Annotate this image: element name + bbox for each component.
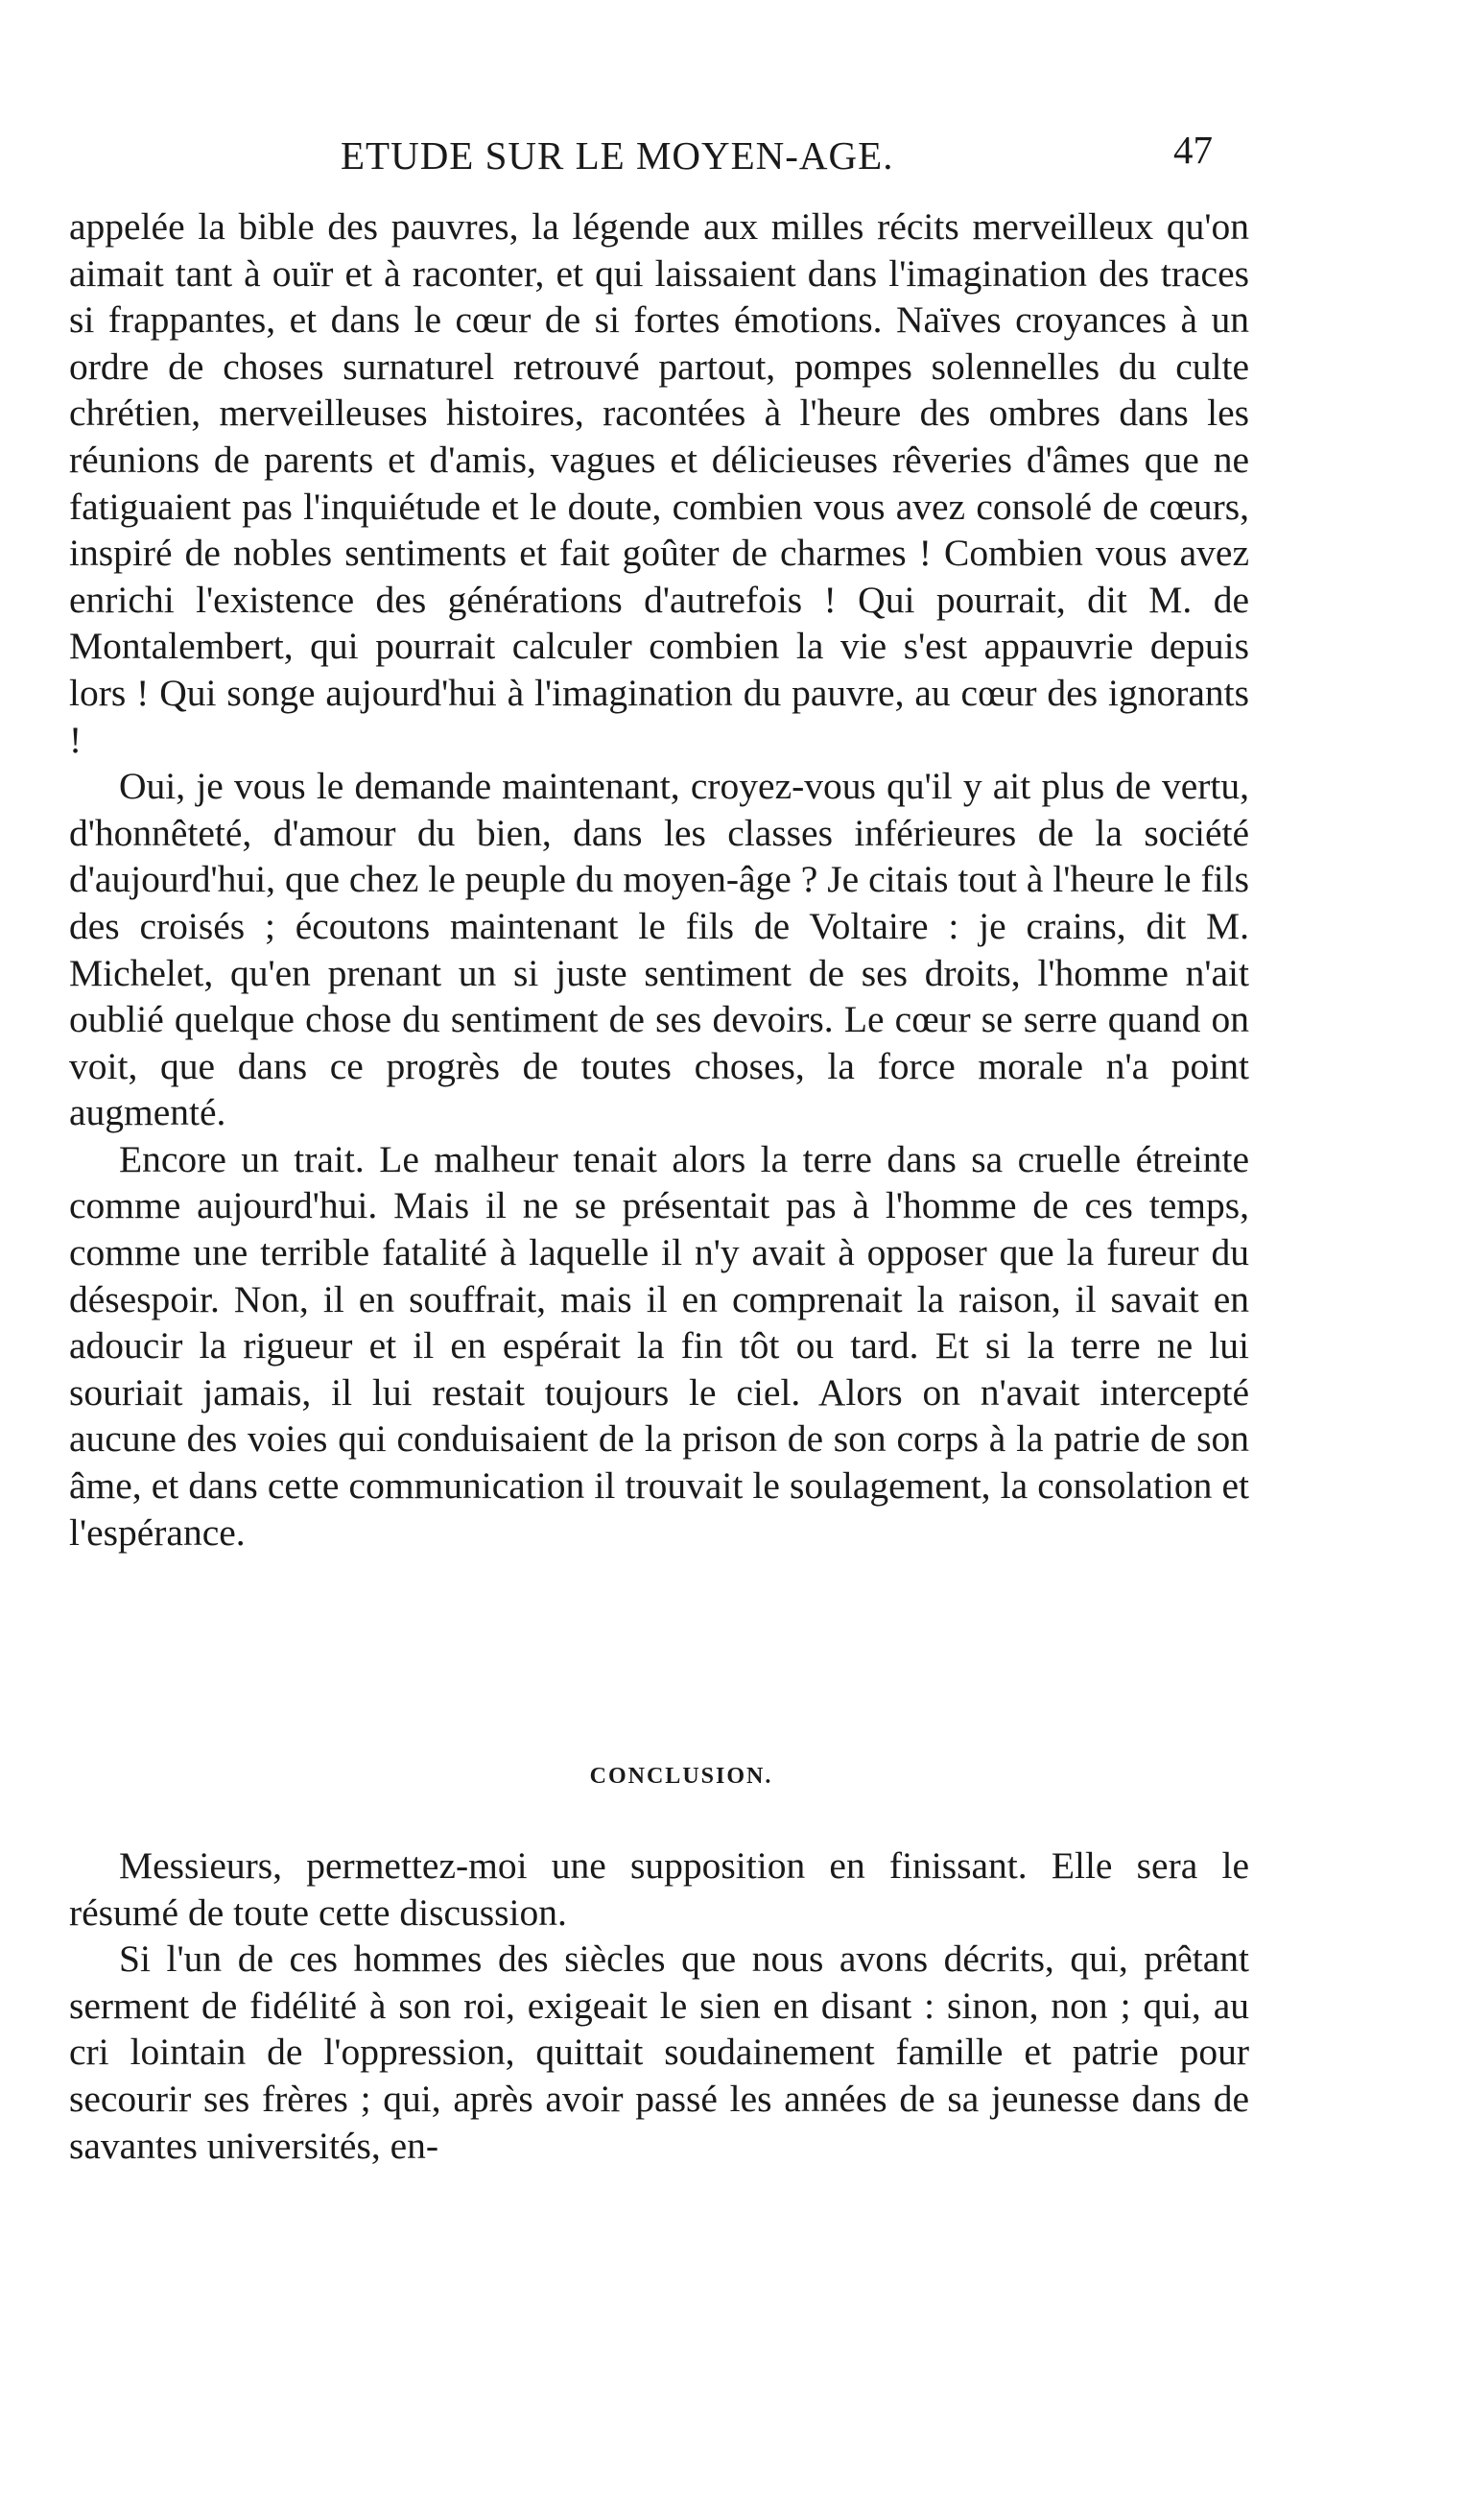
body-text-block xyxy=(69,203,1249,1556)
running-title: ETUDE SUR LE MOYEN-AGE. xyxy=(341,133,894,178)
paragraph: Encore un trait. Le malheur tenait alors la terre dans sa cruelle étreinte comme aujourd'hui. Mais il ne se présentait pas à l'homme de ces temps, comme une terrible fatalité à laquelle il n'y avait à opposer que la fureur du désespoir. Non, il en souffrait, mais il en comprenait la raison, il savait en adoucir la rigueur et il en espérait la fin tôt ou tard. Et si la terre ne lui souriait jamais, il lui restait toujours le ciel. Alors on n'avait intercepté aucune des voies qui conduisaient de la prison de son corps à la patrie de son âme, et dans cette communication il trouvait le soulagement, la consolation et l'espérance. xyxy=(69,1137,1249,1554)
conclusion-text-block xyxy=(69,1842,1249,2169)
paragraph: Messieurs, permettez-moi une supposition en finissant. Elle sera le résumé de toute cette discussion. xyxy=(69,1844,1249,1934)
paragraph: Si l'un de ces hommes des siècles que nous avons décrits, qui, prêtant serment de fidélité à son roi, exigeait le sien en disant : sinon, non ; qui, au cri lointain de l'oppression, quittait soudainement famille et patrie pour secourir ses frères ; qui, après avoir passé les années de sa jeunesse dans de savantes universités, en- xyxy=(69,1938,1249,2167)
paragraph: appelée la bible des pauvres, la légende aux milles récits merveilleux qu'on aimait tant à ouïr et à raconter, et qui laissaient dans l'imagination des traces si frappantes, et dans le cœur de si fortes émotions. Naïves croyances à un ordre de choses surnaturel retrouvé partout, pompes solennelles du culte chrétien, merveilleuses histoires, racontées à l'heure des ombres dans les réunions de parents et d'amis, vagues et délicieuses rêveries d'âmes que ne fatiguaient pas l'inquiétude et le doute, combien vous avez consolé de cœurs, inspiré de nobles sentiments et fait goûter de charmes ! Combien vous avez enrichi l'existence des générations d'autrefois ! Qui pourrait, dit M. de Montalembert, qui pourrait calculer combien la vie s'est appauvrie depuis lors ! Qui songe aujourd'hui à l'imagination du pauvre, au cœur des ignorants ! xyxy=(69,205,1249,761)
section-heading: CONCLUSION. xyxy=(589,1764,773,1789)
paragraph: Oui, je vous le demande maintenant, croyez-vous qu'il y ait plus de vertu, d'honnêteté, d'amour du bien, dans les classes inférieures de la société d'aujourd'hui, que chez le peuple du moyen-âge ? Je citais tout à l'heure le fils des croisés ; écoutons maintenant le fils de Voltaire : je crains, dit M. Michelet, qu'en prenant un si juste sentiment de ses droits, l'homme n'ait oublié quelque chose du sentiment de ses devoirs. Le cœur se serre quand on voit, que dans ce progrès de toutes choses, la force morale n'a point augmenté. xyxy=(69,765,1249,1134)
page-number: 47 xyxy=(1173,128,1213,172)
